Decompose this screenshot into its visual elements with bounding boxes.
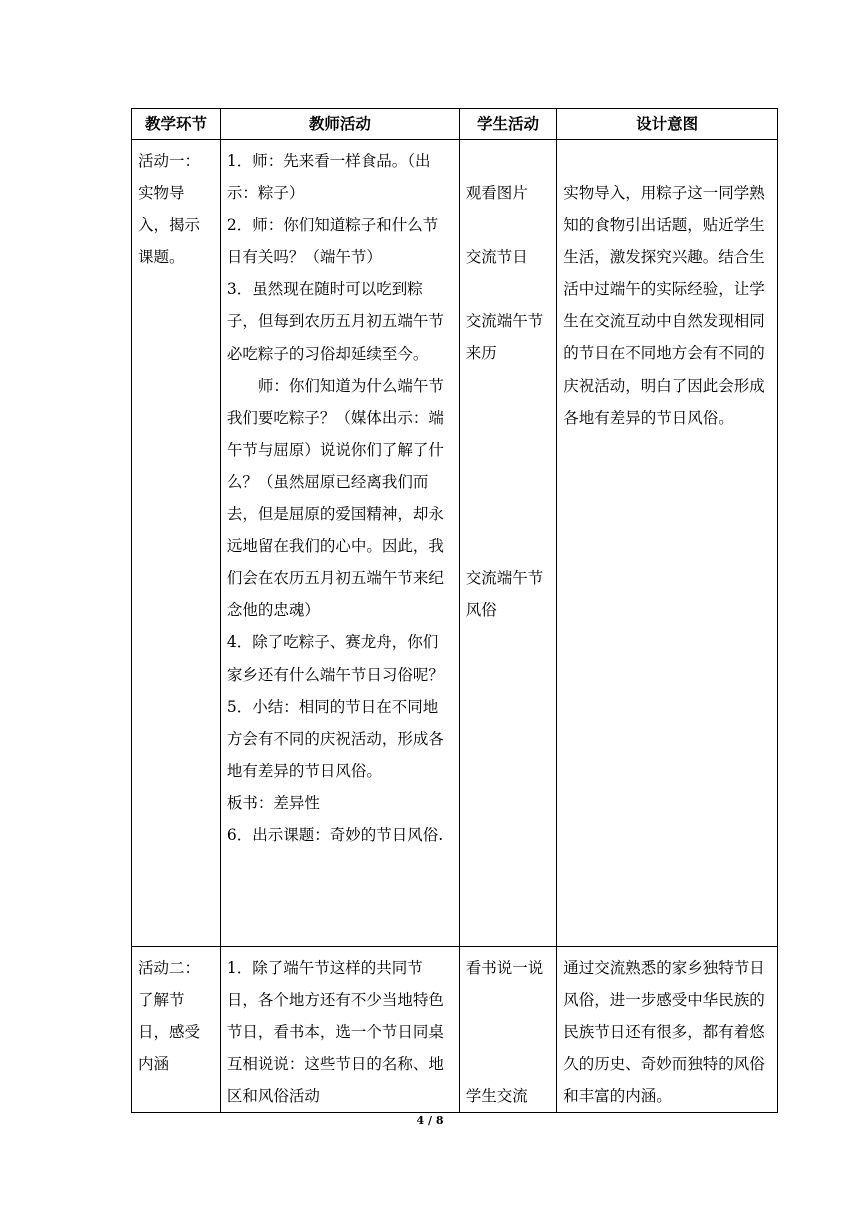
stage-text: 活动一：实物导入，揭示课题。	[138, 152, 201, 267]
stage-cell	[132, 947, 221, 1113]
design-intent-text: 通过交流熟悉的家乡独特节日风俗，进一步感受中华民族的民族节日还有很多，都有着悠久的历史、奇妙而独特的风俗和丰富的内涵。	[563, 959, 765, 1106]
design-intent-cell	[557, 947, 778, 1113]
student-item: 观看图片	[465, 184, 528, 202]
header-student-activity: 学生活动	[459, 109, 556, 140]
student-item: 看书说一说	[465, 959, 544, 977]
student-activity-cell	[459, 947, 556, 1113]
design-intent-text: 实物导入，用粽子这一同学熟知的食物引出话题，贴近学生生活，激发探究兴趣。结合生活中过端午的实际经验，让学生在交流互动中自然发现相同的节日在不同地方会有不同的庆祝活动，明白了因此会形成各地有差异的节日风俗。	[563, 184, 765, 427]
teacher-step: 4．除了吃粽子、赛龙舟，你们家乡还有什么端午节日习俗呢？	[226, 633, 444, 684]
lesson-plan-table	[131, 108, 778, 1113]
stage-cell	[132, 140, 221, 947]
student-item: 学生交流	[465, 1087, 528, 1105]
teacher-step: 师：你们知道为什么端午节我们要吃粽子？（媒体出示：端午节与屈原）说说你们了解了什么？（虽然屈原已经离我们而去，但是屈原的爱国精神，却永远地留在我们的心中。因此，我们会在农历五月初五端午节来纪念他的忠魂）	[226, 376, 444, 620]
student-activity-cell	[459, 140, 556, 947]
student-item: 交流节日	[465, 248, 528, 266]
table-row	[132, 947, 778, 1113]
student-item: 交流端午节风俗	[465, 569, 544, 620]
teacher-activity-cell	[220, 140, 459, 947]
stage-text: 活动二：了解节日，感受内涵	[138, 959, 201, 1074]
table-row	[132, 140, 778, 947]
teacher-step: 3．虽然现在随时可以吃到粽子，但每到农历五月初五端午节必吃粽子的习俗却延续至今。	[226, 280, 444, 363]
teacher-activity-cell	[220, 947, 459, 1113]
teacher-step: 1．除了端午节这样的共同节日，各个地方还有不少当地特色节日，看书本，选一个节日同桌互相说说：这些节日的名称、地区和风俗活动	[226, 959, 444, 1106]
teacher-step: 6．出示课题：奇妙的节日风俗.	[226, 825, 444, 844]
header-design-intent: 设计意图	[557, 109, 778, 140]
header-stage: 教学环节	[132, 109, 221, 140]
teacher-step: 2．师：你们知道粽子和什么节日有关吗？（端午节）	[226, 216, 439, 267]
teacher-step: 板书：差异性	[226, 793, 320, 812]
teacher-step: 5．小结：相同的节日在不同地方会有不同的庆祝活动，形成各地有差异的节日风俗。	[226, 697, 444, 780]
page-number: 4 / 8	[416, 1114, 444, 1127]
table-header-row	[132, 109, 778, 140]
design-intent-cell	[557, 140, 778, 947]
teacher-step: 1．师：先来看一样食品。（出示：粽子）	[226, 152, 431, 203]
header-teacher-activity: 教师活动	[220, 109, 459, 140]
student-item: 交流端午节来历	[465, 312, 544, 363]
